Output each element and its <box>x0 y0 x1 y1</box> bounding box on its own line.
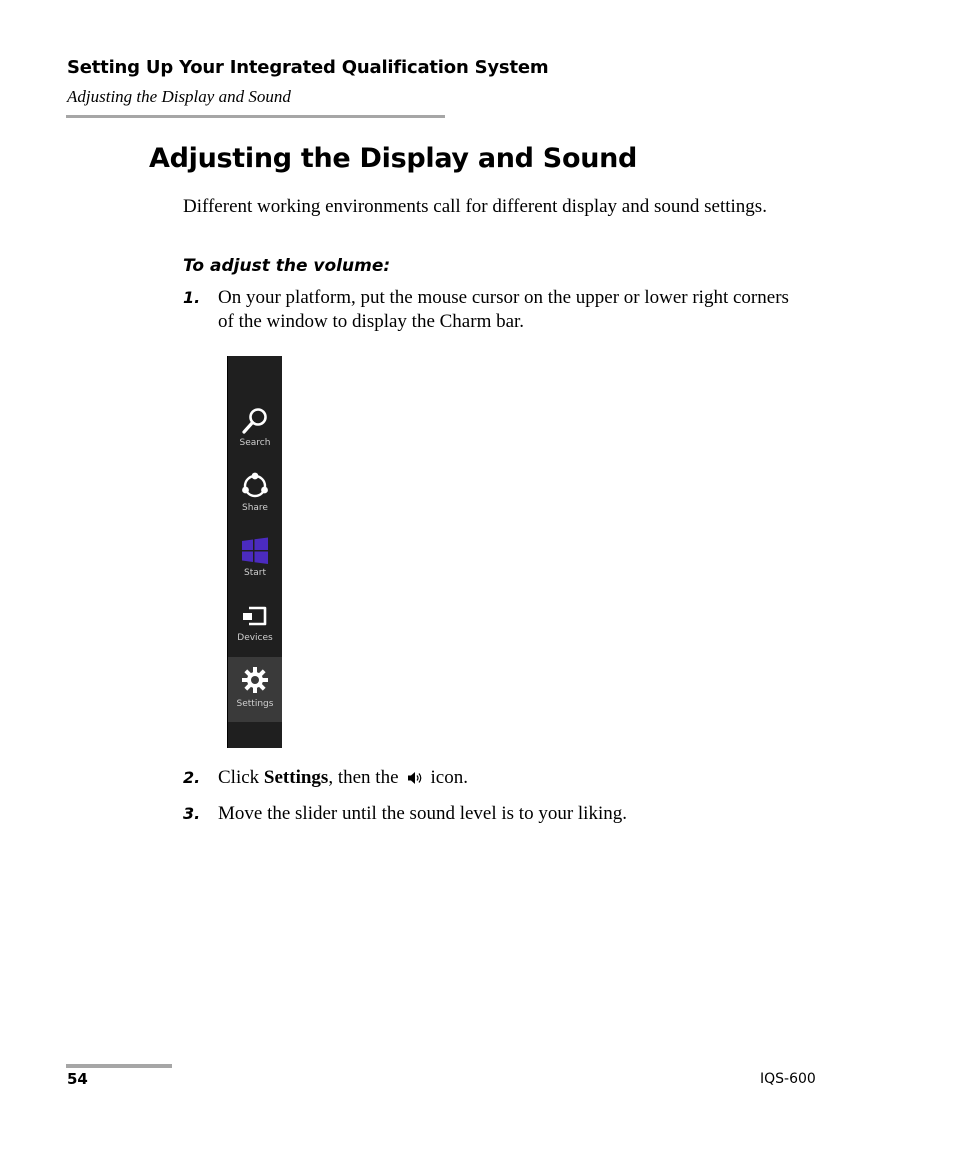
step-2 <box>183 766 803 792</box>
devices-icon <box>240 601 270 631</box>
page-title: Adjusting the Display and Sound <box>149 143 638 174</box>
step-text: On your platform, put the mouse cursor on the upper or lower right corners of the window to display the Charm bar. <box>218 287 789 332</box>
step-3 <box>183 802 803 828</box>
windows-logo-icon <box>240 536 270 566</box>
step-text: Move the slider until the sound level is to your liking. <box>218 803 627 824</box>
footer-divider <box>66 1064 172 1068</box>
running-header-title: Setting Up Your Integrated Qualification System <box>67 57 549 78</box>
page-number: 54 <box>67 1070 88 1088</box>
search-icon <box>240 406 270 436</box>
charm-label: Share <box>242 503 268 513</box>
charm-devices[interactable] <box>228 595 282 660</box>
product-name: IQS-600 <box>760 1071 816 1087</box>
running-header-subtitle: Adjusting the Display and Sound <box>67 87 291 106</box>
charm-bar <box>227 356 282 748</box>
step-number: 2. <box>183 768 201 787</box>
charm-settings[interactable] <box>228 657 282 722</box>
step-1 <box>183 286 803 336</box>
step-text-after: icon. <box>430 767 468 788</box>
charm-start[interactable] <box>228 530 282 595</box>
procedure-heading: To adjust the volume: <box>183 256 391 276</box>
charm-label: Start <box>244 568 266 578</box>
share-icon <box>240 471 270 501</box>
volume-icon <box>407 771 425 785</box>
step-number: 3. <box>183 804 201 823</box>
charm-search[interactable] <box>228 400 282 465</box>
intro-paragraph: Different working environments call for different display and sound settings. <box>183 196 767 217</box>
step-number: 1. <box>183 288 201 307</box>
header-divider <box>66 115 445 118</box>
charm-share[interactable] <box>228 465 282 530</box>
step-text <box>218 766 803 790</box>
step-text-before: Click <box>218 767 264 788</box>
charm-label: Search <box>239 438 271 448</box>
charm-label: Settings <box>236 699 274 709</box>
charm-label: Devices <box>237 633 273 643</box>
settings-term: Settings <box>263 767 329 788</box>
step-text-middle: , then the <box>328 767 399 788</box>
gear-icon <box>240 665 270 695</box>
